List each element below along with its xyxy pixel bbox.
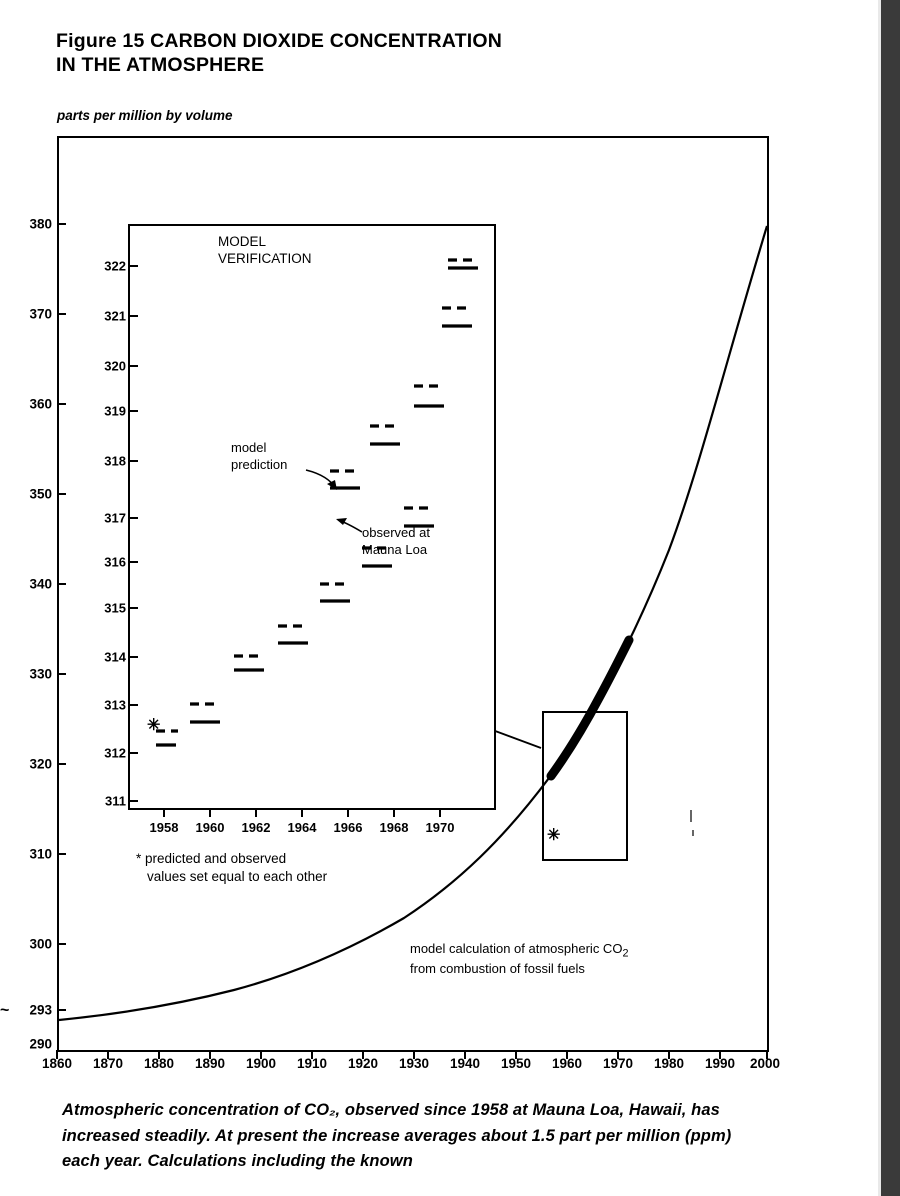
y-tick-380 [57, 223, 66, 225]
main-curve-annotation [410, 941, 740, 978]
inset-y-label-311: 311 [105, 793, 126, 809]
asterisk-marker-main: ✳ [547, 827, 561, 844]
y-axis-labels [0, 136, 52, 1052]
inset-y-tick-316 [130, 561, 138, 563]
inset-x-tick-1960 [209, 810, 211, 817]
asterisk-marker-inset: ✳ [147, 717, 161, 734]
observed-label [362, 525, 502, 559]
inset-y-tick-311 [130, 800, 138, 802]
y-label-370: 370 [29, 306, 52, 322]
inset-x-label-1960: 1960 [195, 820, 225, 835]
x-label-1900: 1900 [245, 1056, 277, 1071]
inset-x-label-1968: 1968 [379, 820, 409, 835]
x-label-1910: 1910 [296, 1056, 328, 1071]
y-label-293: 293 [29, 1002, 52, 1018]
model-prediction-label-line-2: prediction [231, 456, 288, 472]
figure-title-line-1: Figure 15 CARBON DIOXIDE CONCENTRATION [56, 30, 503, 52]
y-label-340: 340 [29, 576, 52, 592]
inset-y-label-319: 319 [104, 403, 126, 419]
inset-title-line-1: MODEL [218, 234, 267, 249]
y-tick-310 [57, 853, 66, 855]
observed-arrow-head [336, 518, 347, 525]
inset-y-label-312: 312 [104, 745, 126, 761]
inset-x-tick-1966 [347, 810, 349, 817]
y-tick-293 [57, 1009, 66, 1011]
main-curve-annotation-line-2: from combustion of fossil fuels [410, 960, 585, 976]
footnote-line-2: values set equal to each other [147, 869, 328, 885]
y-label-380: 380 [29, 216, 52, 232]
x-label-2000: 2000 [749, 1056, 781, 1071]
model-prediction-series [156, 260, 478, 731]
inset-y-label-316: 316 [104, 554, 126, 570]
x-label-1960: 1960 [551, 1056, 583, 1071]
x-label-1950: 1950 [500, 1056, 532, 1071]
y-tick-330 [57, 673, 66, 675]
page-title [56, 30, 656, 78]
y-label-330: 330 [29, 666, 52, 682]
x-label-1930: 1930 [398, 1056, 430, 1071]
page-edge-dark [881, 0, 900, 1196]
main-curve-annotation-line-1: model calculation of atmospheric CO [410, 941, 623, 956]
x-label-1920: 1920 [347, 1056, 379, 1071]
inset-x-tick-1968 [393, 810, 395, 817]
inset-x-tick-1970 [439, 810, 441, 817]
observed-thick-segment [551, 640, 629, 776]
inset-y-label-313: 313 [104, 697, 126, 713]
y-axis-unit-label: parts per million by volume [57, 108, 233, 123]
figure-caption: Atmospheric concentration of CO₂, observed since 1958 at Mauna Loa, Hawaii, has increased steadily. At present the increase averages about 1.5 part per million (ppm) each year. Calculations including the known [62, 1101, 732, 1171]
inset-y-tick-320 [130, 365, 138, 367]
y-label-360: 360 [29, 396, 52, 412]
inset-x-tick-1964 [301, 810, 303, 817]
observed-series [156, 268, 478, 745]
inset-x-tick-1962 [255, 810, 257, 817]
inset-x-label-1958: 1958 [149, 820, 179, 835]
inset-x-label-1962: 1962 [241, 820, 271, 835]
inset-x-label-1966: 1966 [333, 820, 363, 835]
footnote [136, 850, 436, 886]
y-tick-320 [57, 763, 66, 765]
y-label-310: 310 [29, 846, 52, 862]
inset-x-label-1964: 1964 [287, 820, 317, 835]
inset-y-tick-313 [130, 704, 138, 706]
inset-y-tick-321 [130, 315, 138, 317]
y-label-350: 350 [29, 486, 52, 502]
observed-label-line-2: Mauna Loa [362, 541, 428, 557]
inset-title [218, 234, 378, 268]
y-tick-370 [57, 313, 66, 315]
model-prediction-label-line-1: model [231, 440, 267, 455]
y-axis-ticks [57, 136, 71, 1052]
x-label-1990: 1990 [704, 1056, 736, 1071]
y-label-290: 290 [29, 1036, 52, 1052]
x-label-1860: 1860 [41, 1056, 73, 1071]
observed-label-line-1: observed at [362, 525, 430, 540]
x-axis-labels [41, 1056, 781, 1076]
y-tick-360 [57, 403, 66, 405]
inset-y-tick-312 [130, 752, 138, 754]
x-label-1970: 1970 [602, 1056, 634, 1071]
inset-y-label-314: 314 [104, 649, 126, 665]
inset-y-label-320: 320 [104, 358, 126, 374]
inset-y-tick-322 [130, 265, 138, 267]
inset-plot-area [128, 224, 496, 810]
inset-title-line-2: VERIFICATION [218, 250, 312, 266]
inset-y-tick-315 [130, 607, 138, 609]
inset-y-label-318: 318 [104, 453, 126, 469]
inset-y-label-317: 317 [104, 510, 126, 526]
inset-series-svg [130, 226, 494, 808]
inset-y-tick-318 [130, 460, 138, 462]
y-tick-300 [57, 943, 66, 945]
inset-x-label-1970: 1970 [425, 820, 455, 835]
inset-y-tick-314 [130, 656, 138, 658]
y-tick-350 [57, 493, 66, 495]
x-label-1890: 1890 [194, 1056, 226, 1071]
axis-break-squiggle: ~ [0, 1002, 10, 1019]
y-tick-340 [57, 583, 66, 585]
inset-y-label-321: 321 [104, 308, 126, 324]
x-label-1940: 1940 [449, 1056, 481, 1071]
x-label-1870: 1870 [92, 1056, 124, 1071]
y-label-300: 300 [29, 936, 52, 952]
inset-x-tick-1958 [163, 810, 165, 817]
model-prediction-label [231, 440, 341, 474]
inset-y-label-315: 315 [104, 600, 126, 616]
y-label-320: 320 [29, 756, 52, 772]
x-label-1880: 1880 [143, 1056, 175, 1071]
co2-subscript: 2 [622, 947, 629, 960]
inset-y-tick-317 [130, 517, 138, 519]
inset-y-tick-319 [130, 410, 138, 412]
inset-y-label-322: 322 [104, 258, 126, 274]
figure-title-line-2: IN THE ATMOSPHERE [56, 53, 265, 76]
x-label-1980: 1980 [653, 1056, 685, 1071]
footnote-line-1: * predicted and observed [136, 851, 287, 866]
page-edge-strip [878, 0, 900, 1196]
